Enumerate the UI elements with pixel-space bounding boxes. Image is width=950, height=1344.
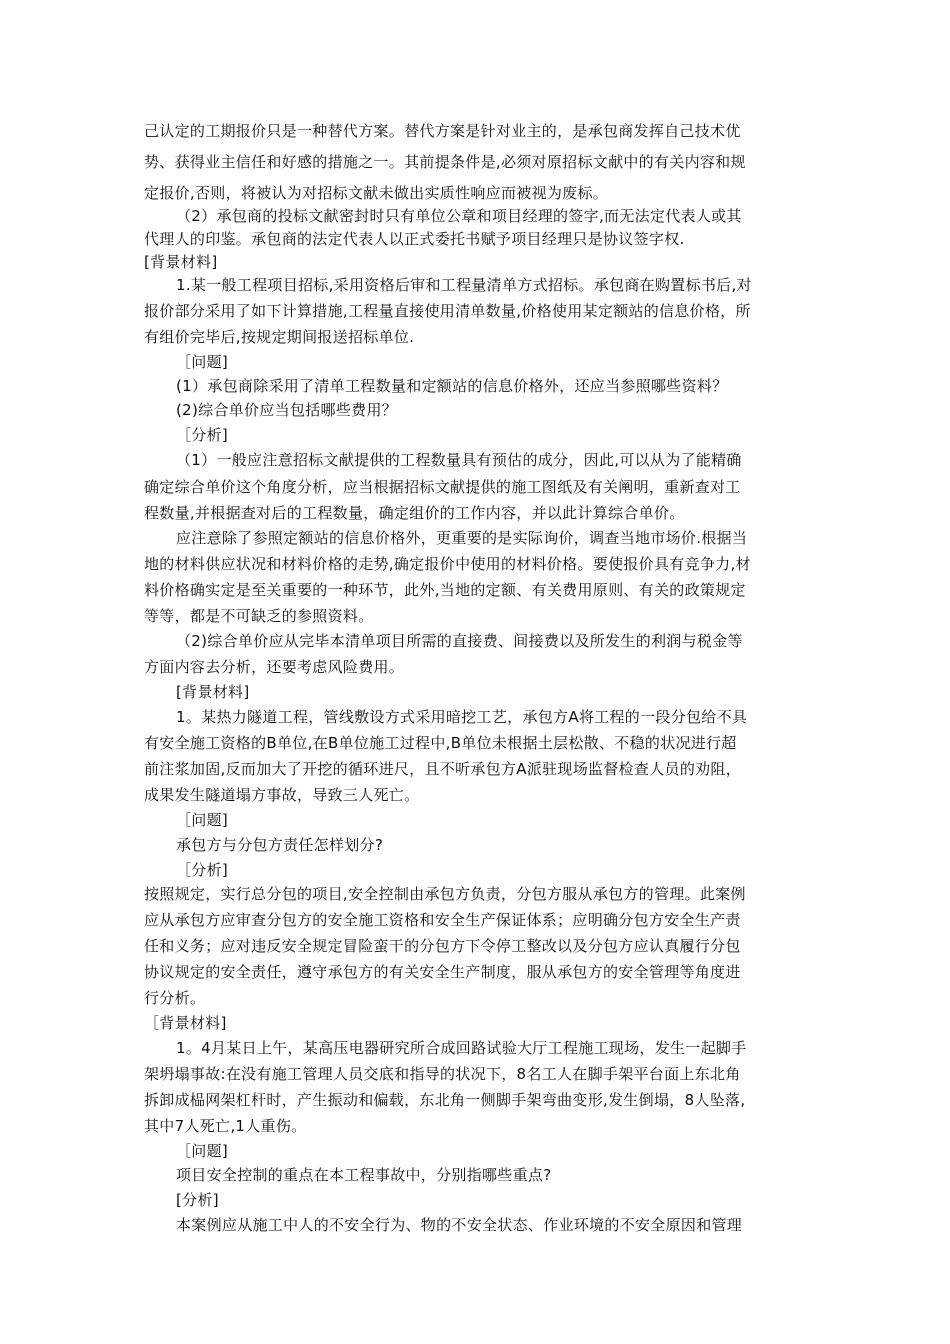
text-line: 地的材料供应状况和材料价格的走势,确定报价中使用的材料价格。要使报价具有竞争力,材 [144, 555, 751, 573]
section-heading: [背景材料] [176, 683, 250, 701]
text-line: 其中7人死亡,1人重伤。 [144, 1117, 307, 1135]
text-line: 本案例应从施工中人的不安全行为、物的不安全状态、作业环境的不安全原因和管理 [176, 1216, 743, 1234]
text-line: 定报价,否则，将被认为对招标文献未做出实质性响应而被视为废标。 [144, 184, 609, 202]
text-line: 前注浆加固,反而加大了开挖的循环进尺，且不听承包方A派驻现场监督检查人员的劝阻， [144, 760, 742, 778]
text-line: （1）一般应注意招标文献提供的工程数量具有预估的成分，因此,可以从为了能精确 [176, 451, 742, 469]
text-line: 代理人的印鉴。承包商的法定代表人以正式委托书赋予项目经理只是协议签字权. [144, 230, 685, 248]
text-line: 程数量,并根据查对后的工程数量，确定组价的工作内容，并以此计算综合单价。 [144, 504, 685, 522]
text-line: 方面内容去分析，还要考虑风险费用。 [144, 658, 405, 676]
section-heading: ［问题] [176, 1142, 229, 1160]
section-heading: ［背景材料] [144, 1014, 227, 1032]
section-heading: [背景材料] [144, 253, 218, 271]
text-line: 己认定的工期报价只是一种替代方案。替代方案是针对业主的，是承包商发挥自己技术优 [144, 122, 741, 140]
text-line: 成果发生隧道塌方事故，导致三人死亡。 [144, 786, 420, 804]
section-heading: ［问题] [176, 811, 229, 829]
text-line: 势、获得业主信任和好感的措施之一。其前提条件是,必须对原招标文献中的有关内容和规 [144, 153, 746, 171]
section-heading: ［分析] [176, 861, 229, 879]
text-line: 确定综合单价这个角度分析，应当根据招标文献提供的施工图纸及有关阐明，重新查对工 [144, 478, 741, 496]
text-line: （2）承包商的投标文献密封时只有单位公章和项目经理的签字,而无法定代表人或其 [176, 207, 742, 225]
text-line: 应从承包方应审查分包方的安全施工资格和安全生产保证体系；应明确分包方安全生产责 [144, 911, 741, 929]
section-heading: ［分析] [176, 426, 229, 444]
text-line: 行分析。 [144, 989, 206, 1007]
text-line: 有组价完毕后,按规定期间报送招标单位. [144, 328, 415, 346]
text-line: 报价部分采用了如下计算措施,工程量直接使用清单数量,价格使用某定额站的信息价格，所 [144, 302, 751, 320]
text-line: (2)综合单价应当包括哪些费用？ [176, 401, 398, 419]
text-line: 任和义务；应对违反安全规定冒险蛮干的分包方下令停工整改以及分包方应认真履行分包 [144, 937, 741, 955]
text-line: 应注意除了参照定额站的信息价格外，更重要的是实际询价，调查当地市场价.根据当 [176, 529, 748, 547]
text-line: 1。4月某日上午，某高压电器研究所合成回路试验大厅工程施工现场，发生一起脚手 [176, 1039, 747, 1057]
text-line: 料价格确实定是至关重要的一种环节，此外,当地的定额、有关费用原则、有关的政策规定 [144, 581, 746, 599]
text-line: 1。某热力隧道工程，管线敷设方式采用暗挖工艺，承包方A将工程的一段分包给不具 [176, 708, 748, 726]
text-line: 拆卸成榀网架杠杆时，产生振动和偏载，东北角一侧脚手架弯曲变形,发生倒塌，8人坠落, [144, 1091, 746, 1109]
section-heading: ［问题] [176, 353, 229, 371]
text-line: 等等，都是不可缺乏的参照资料。 [144, 607, 374, 625]
text-line: 按照规定，实行总分包的项目,安全控制由承包方负责，分包方服从承包方的管理。此案例 [144, 885, 746, 903]
text-line: （2)综合单价应从完毕本清单项目所需的直接费、间接费以及所发生的利润与税金等 [176, 632, 743, 650]
text-line: 承包方与分包方责任怎样划分? [176, 836, 384, 854]
text-line: 架坍塌事故:在没有施工管理人员交底和指导的状况下，8名工人在脚手架平台面上东北角 [144, 1065, 741, 1083]
text-line: 协议规定的安全责任，遵守承包方的有关安全生产制度，服从承包方的安全管理等角度进 [144, 963, 741, 981]
section-heading: [分析] [176, 1191, 219, 1209]
text-line: 有安全施工资格的B单位,在B单位施工过程中,B单位未根据土层松散、不稳的状况进行超 [144, 734, 737, 752]
text-line: (1）承包商除采用了清单工程数量和定额站的信息价格外，还应当参照哪些资料？ [176, 377, 728, 395]
text-line: 1.某一般工程项目招标,采用资格后审和工程量清单方式招标。承包商在购置标书后,对 [176, 276, 752, 294]
text-line: 项目安全控制的重点在本工程事故中，分别指哪些重点? [176, 1166, 552, 1184]
